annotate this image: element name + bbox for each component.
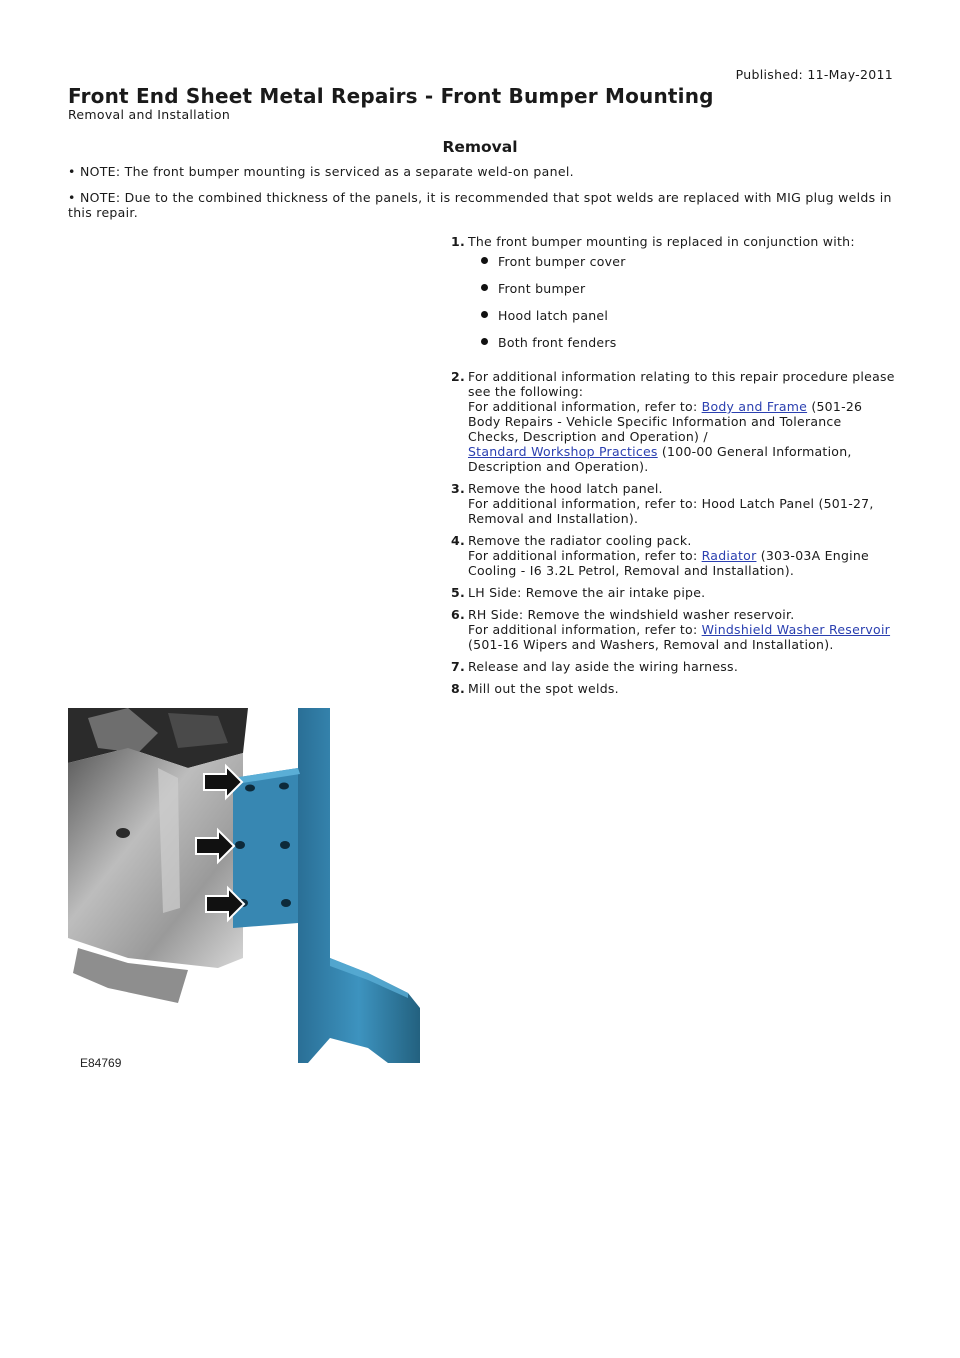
step-text: Remove the hood latch panel.: [468, 481, 663, 496]
spot-weld: [235, 841, 245, 849]
front-bumper-mounting-bracket: [298, 708, 420, 1063]
step-text: RH Side: Remove the windshield washer reservoir.: [468, 607, 795, 622]
bullet-icon: [481, 257, 488, 264]
published-date: Published: 11-May-2011: [735, 67, 893, 82]
component-list: [468, 254, 896, 362]
link-windshield-washer-reservoir[interactable]: Windshield Washer Reservoir: [701, 622, 891, 637]
step-number: 8.: [451, 681, 465, 696]
step-text: Remove the radiator cooling pack.: [468, 533, 692, 548]
step-8: [437, 681, 896, 696]
bullet-icon: [481, 338, 488, 345]
note-mig-plug-welds: • NOTE: Due to the combined thickness of the panels, it is recommended that spot welds are replaced with MIG plug welds in this repair.: [68, 190, 892, 220]
step-number: 4.: [451, 533, 465, 548]
step-number: 3.: [451, 481, 465, 496]
spot-weld: [280, 841, 290, 849]
step-5: [451, 585, 896, 600]
spot-weld: [279, 783, 289, 790]
step-6: 6. RH Side: Remove the windshield washer reservoir. For additional information, refer to: Windshield Washer Reservoir (501-16 Wipers and Washers, Removal and Installation).: [451, 607, 891, 652]
step-4: 4. Remove the radiator cooling pack. For additional information, refer to: Radiator (303-03A Engine Cooling - I6 3.2L Petrol, Removal and Installation).: [451, 533, 869, 578]
step-7: [451, 659, 896, 674]
bullet-icon: [481, 284, 488, 291]
step-number: 6.: [451, 607, 465, 622]
step-number: 1.: [451, 234, 465, 249]
list-item: Hood latch panel: [468, 308, 896, 335]
list-item: Both front fenders: [468, 335, 896, 362]
note-mounting-serviced: • NOTE: The front bumper mounting is serviced as a separate weld-on panel.: [68, 164, 574, 179]
link-standard-workshop-practices[interactable]: Standard Workshop Practices: [468, 444, 658, 459]
step-1: [451, 234, 896, 362]
spot-weld: [245, 785, 255, 792]
step-text: Release and lay aside the wiring harness.: [468, 659, 739, 674]
panel-hole: [116, 828, 130, 838]
procedure-steps: [451, 234, 896, 703]
page-title: Front End Sheet Metal Repairs - Front Bumper Mounting: [68, 84, 714, 108]
page-subtitle: Removal and Installation: [68, 107, 231, 122]
link-radiator[interactable]: Radiator: [701, 548, 757, 563]
step-number: 7.: [451, 659, 465, 674]
figure-label: E84769: [80, 1056, 122, 1070]
step-number: 5.: [451, 585, 465, 600]
step-3: 3. Remove the hood latch panel. For additional information, refer to: Hood Latch Panel (501-27, Removal and Installation).: [451, 481, 874, 526]
section-heading-removal: Removal: [442, 138, 518, 156]
step-text: LH Side: Remove the air intake pipe.: [468, 585, 706, 600]
link-body-and-frame[interactable]: Body and Frame: [701, 399, 808, 414]
step-2: 2. For additional information relating to this repair procedure please see the following: For additional information, refer to: Body and Frame (501-26 Body Repairs - Vehicle Specific Information and Tolerance Checks, Description and Operation) / Standard Workshop Practices (100-00 General Information, Description and Operation).: [451, 369, 895, 474]
spot-weld: [281, 899, 291, 907]
list-item: Front bumper cover: [468, 254, 896, 281]
list-item: Front bumper: [468, 281, 896, 308]
step-text: For additional information relating to this repair procedure please see the following:: [468, 369, 895, 399]
bullet-icon: [481, 311, 488, 318]
step-text: The front bumper mounting is replaced in conjunction with:: [468, 234, 855, 249]
bumper-mounting-illustration: [68, 708, 440, 1070]
step-number: 2.: [451, 369, 465, 384]
step-text: Mill out the spot welds.: [468, 681, 619, 696]
